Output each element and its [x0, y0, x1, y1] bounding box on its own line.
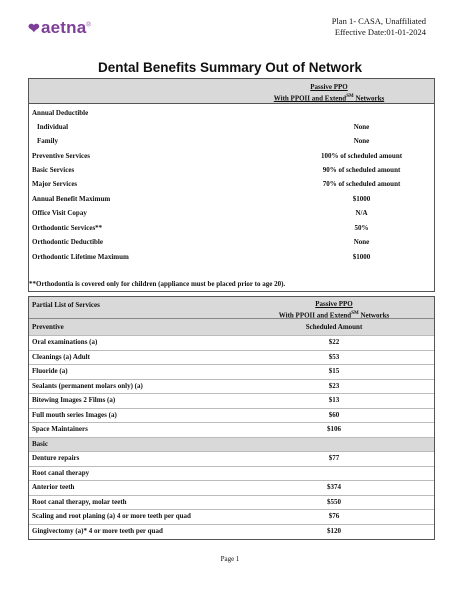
service-label: Root canal therapy, molar teeth — [32, 497, 127, 506]
benefit-label: Orthodontic Services** — [32, 224, 103, 232]
benefit-label: Office Visit Copay — [32, 209, 87, 217]
logo-text: aetna — [40, 18, 87, 37]
benefit-row — [29, 150, 434, 163]
service-row — [29, 335, 434, 349]
benefit-row — [29, 251, 434, 264]
service-amount: $120 — [327, 526, 341, 535]
section-band — [29, 437, 434, 451]
preventive-heading: Preventive — [32, 323, 64, 331]
benefit-row — [29, 236, 434, 249]
benefit-row — [29, 178, 434, 191]
benefit-value: 100% of scheduled amount — [320, 152, 403, 160]
header-line1: Passive PPO — [315, 300, 353, 308]
heart-icon: ❤ — [28, 20, 40, 36]
benefit-label: Family — [37, 137, 58, 145]
benefit-value: $1000 — [352, 253, 371, 261]
benefit-row — [29, 193, 434, 206]
service-row — [29, 480, 434, 494]
orthodontia-note: **Orthodontia is covered only for children (appliance must be placed prior to age 20). — [29, 280, 286, 288]
service-label: Fluoride (a) — [32, 367, 68, 375]
service-amount: $77 — [328, 454, 340, 462]
service-amount: $22 — [328, 338, 340, 346]
benefits-table — [28, 78, 435, 292]
scheduled-amount-heading: Scheduled Amount — [305, 323, 363, 331]
service-amount: $106 — [327, 425, 341, 433]
service-amount: $60 — [328, 410, 340, 419]
benefits-table-header — [29, 79, 434, 104]
benefit-label: Annual Benefit Maximum — [32, 195, 111, 203]
service-amount: $550 — [327, 497, 341, 506]
service-amount: $374 — [327, 483, 341, 491]
service-row — [29, 451, 434, 465]
plan-info — [332, 16, 426, 38]
page-title: Dental Benefits Summary Out of Network — [97, 60, 363, 75]
service-amount: $53 — [328, 352, 340, 361]
service-row — [29, 364, 434, 378]
row-divider — [29, 437, 434, 438]
aetna-logo — [28, 18, 91, 38]
service-row — [29, 393, 434, 407]
service-row — [29, 509, 434, 523]
benefit-value: 50% — [354, 224, 369, 232]
benefit-label: Individual — [37, 123, 69, 131]
service-label: Denture repairs — [32, 454, 80, 462]
benefit-label: Basic Services — [32, 166, 75, 174]
service-label: Cleanings (a) Adult — [32, 352, 90, 361]
row-divider — [29, 466, 434, 467]
service-row — [29, 495, 434, 509]
service-label: Root canal therapy — [32, 468, 90, 477]
page-number: Page 1 — [220, 555, 240, 563]
service-row — [29, 466, 434, 480]
services-table-header — [29, 297, 434, 336]
service-row — [29, 379, 434, 393]
benefit-value: None — [353, 238, 370, 246]
service-row — [29, 350, 434, 364]
header-line2: With PPOII and Extend℠ Networks — [273, 94, 385, 103]
service-label: Anterior teeth — [32, 483, 75, 491]
benefit-label: Orthodontic Lifetime Maximum — [32, 253, 129, 261]
service-label: Oral examinations (a) — [32, 338, 98, 346]
benefit-label: Orthodontic Deductible — [32, 238, 103, 246]
service-row — [29, 422, 434, 436]
header-line1: Passive PPO — [310, 83, 348, 91]
benefit-label: Annual Deductible — [32, 109, 89, 117]
service-amount: $13 — [328, 396, 340, 404]
benefit-value: $1000 — [352, 195, 371, 203]
service-row — [29, 524, 434, 538]
benefit-row — [29, 121, 434, 134]
service-label: Bitewing Images 2 Films (a) — [32, 396, 116, 404]
benefit-value: 70% of scheduled amount — [322, 180, 401, 188]
benefit-value: N/A — [355, 209, 368, 217]
service-amount: $23 — [328, 381, 340, 390]
section-label: Basic — [32, 439, 48, 448]
benefit-row — [29, 222, 434, 235]
services-column-header: Partial List of Services — [32, 301, 100, 309]
service-label: Gingivectomy (a)* 4 or more teeth per quad — [32, 526, 163, 535]
service-amount: $15 — [328, 367, 340, 375]
trademark-mark: ® — [86, 22, 91, 29]
benefit-row — [29, 164, 434, 177]
benefit-label: Preventive Services — [32, 152, 90, 160]
divider — [29, 318, 434, 319]
benefit-row — [29, 207, 434, 220]
plan-line: Plan 1- CASA, Unaffiliated — [331, 16, 426, 26]
benefit-value: None — [353, 123, 370, 131]
benefit-row — [29, 135, 434, 148]
service-row — [29, 408, 434, 422]
benefit-value: 90% of scheduled amount — [322, 166, 401, 174]
service-amount: $76 — [328, 512, 340, 520]
service-label: Full mouth series Images (a) — [32, 410, 117, 419]
service-label: Sealants (permanent molars only) (a) — [32, 381, 143, 390]
effective-date: Effective Date:01-01-2024 — [334, 27, 426, 37]
services-table — [28, 296, 435, 540]
service-label: Space Maintainers — [32, 425, 88, 433]
benefit-row — [29, 107, 434, 120]
service-label: Scaling and root planing (a) 4 or more teeth per quad — [32, 512, 191, 520]
plan-column-header — [229, 83, 429, 103]
header-line2: With PPOII and Extend℠ Networks — [278, 311, 390, 320]
benefit-value: None — [353, 137, 370, 145]
benefit-label: Major Services — [32, 180, 78, 188]
